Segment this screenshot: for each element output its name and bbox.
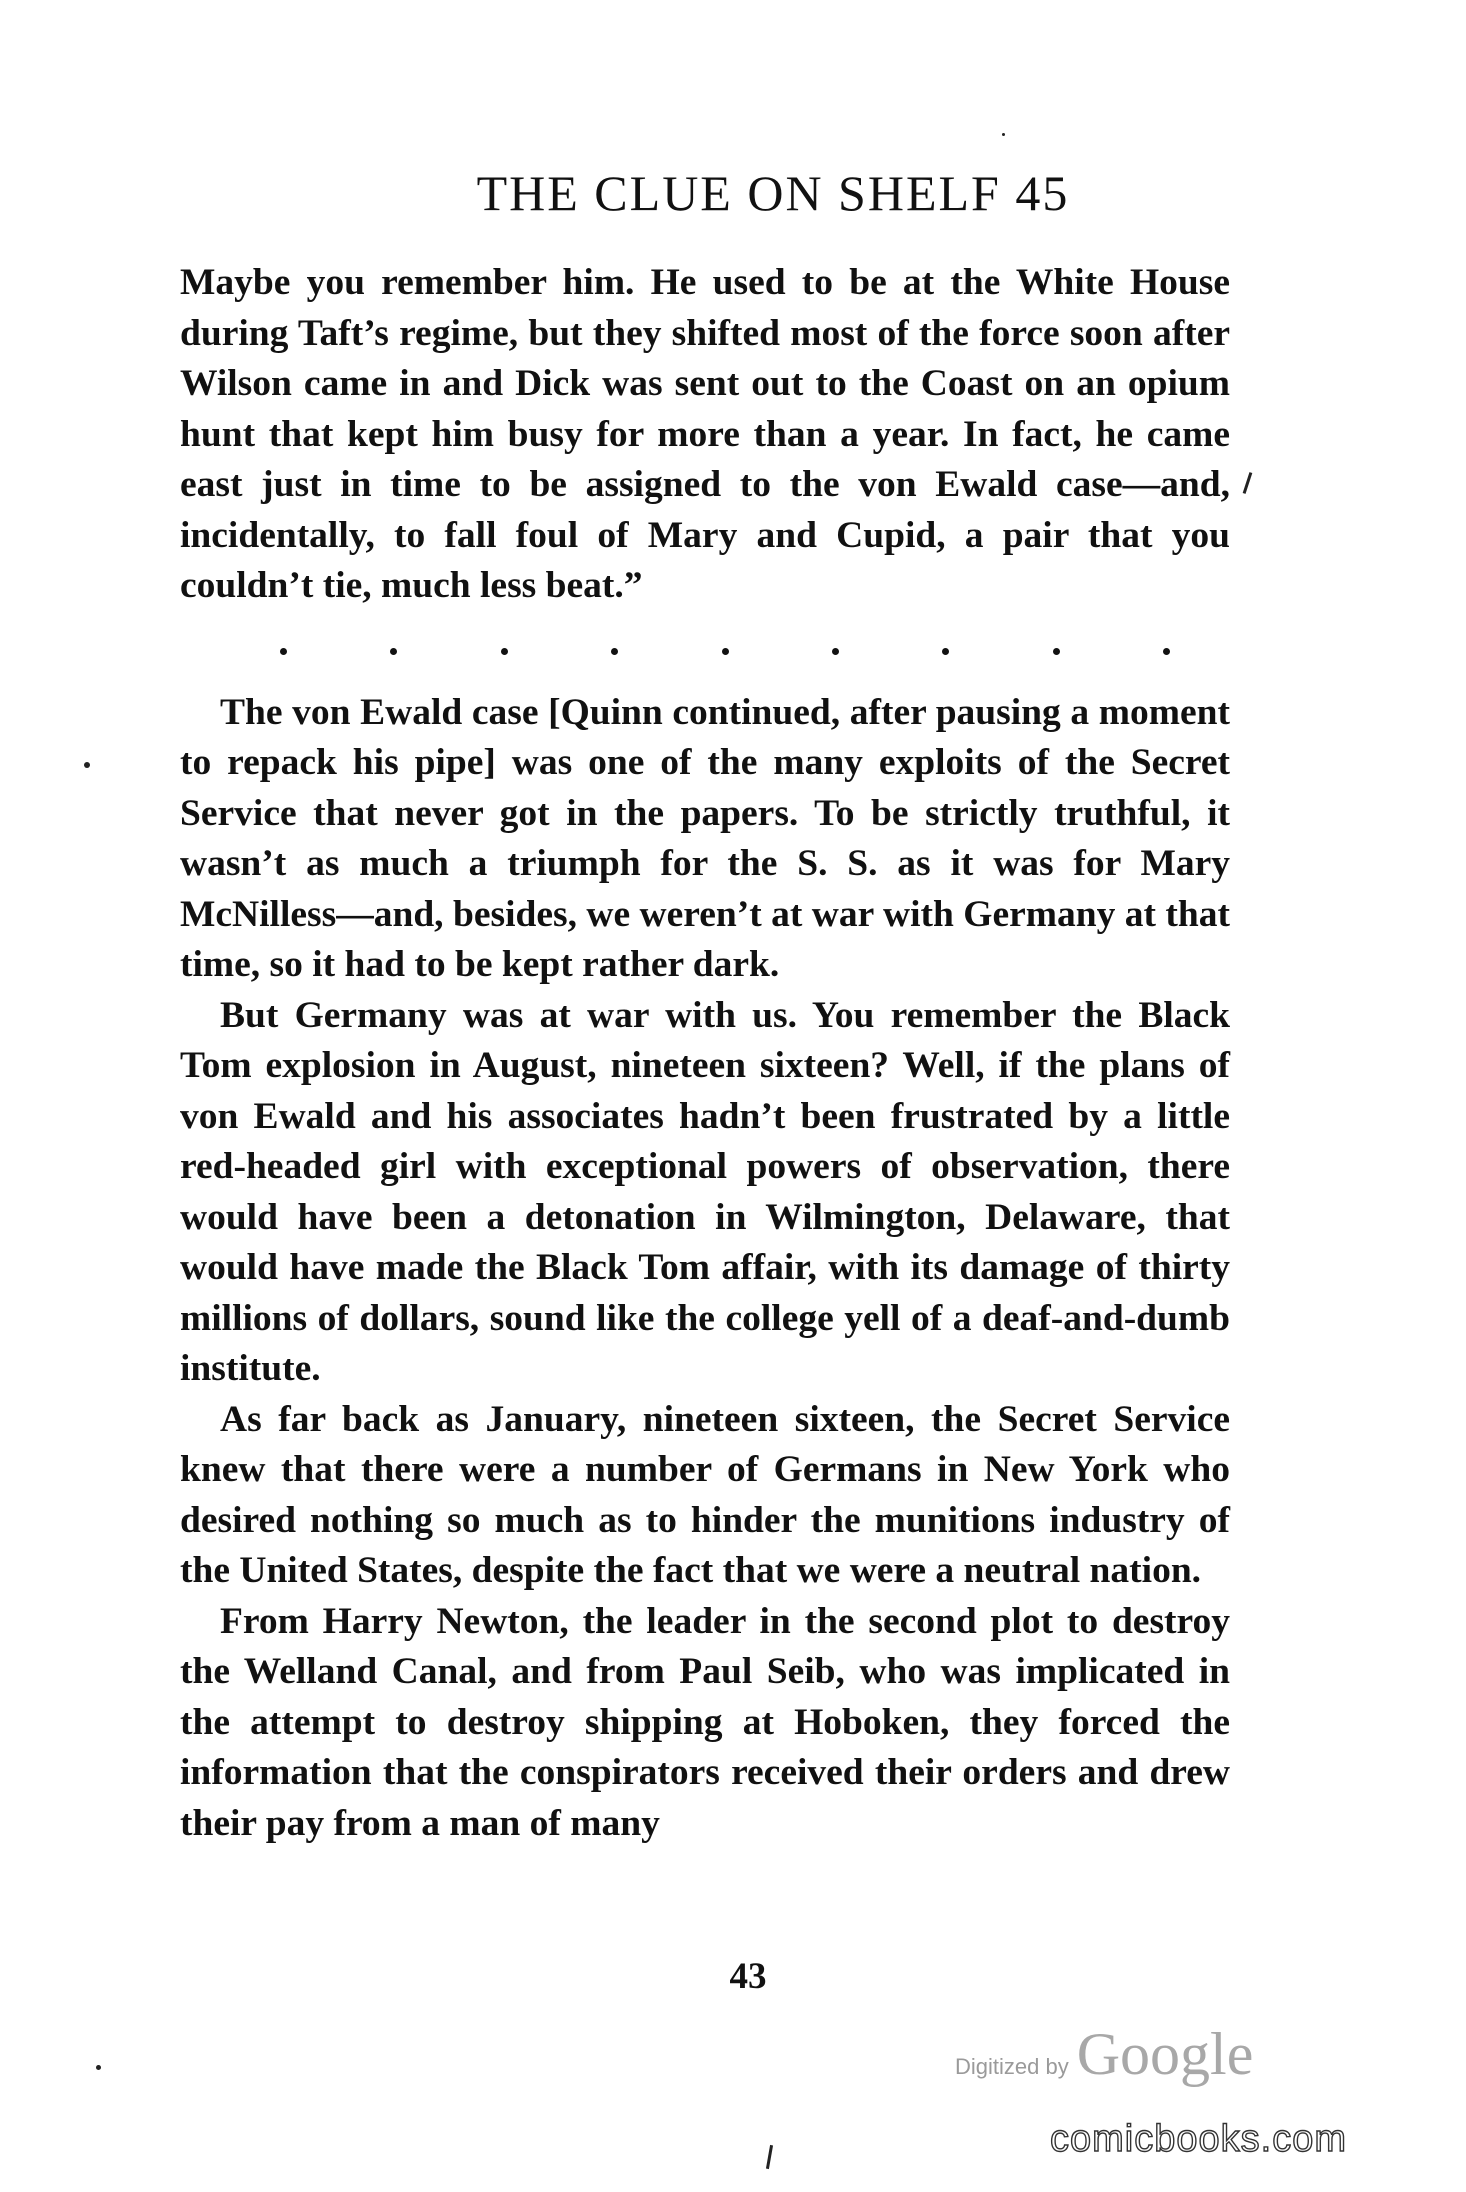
scan-speck [84, 762, 90, 768]
scan-speck [96, 2065, 101, 2070]
section-break-dots [180, 638, 1230, 666]
digitized-prefix: Digitized by [955, 2054, 1069, 2079]
dot [390, 648, 397, 655]
dot [501, 648, 508, 655]
dot [1163, 648, 1170, 655]
paragraph-1: Maybe you remember him. He used to be at the White House during Taft’s regime, but they shifted most of the force soon after Wilson came in and Dick was sent out to the Coast on an opium hunt that kept him busy for more than a year. In fact, he came east just in time to be assigned to the von Ewald case—and, incidentally, to fall foul of Mary and Cupid, a pair that you couldn’t tie, much less beat.” [180, 262, 1230, 606]
watermark: comicbooks.com [1050, 2118, 1347, 2160]
paragraph-2: The von Ewald case [Quinn continued, after pausing a moment to repack his pipe] was one of the many exploits of the Secret Service that never got in the papers. To be strictly truthful, it wasn’t as much a triumph for the S. S. as it was for Mary McNilless—and, besides, we weren’t at war with Germany at that time, so it had to be kept rather dark. [180, 691, 1230, 985]
dot [942, 648, 949, 655]
dot [611, 648, 618, 655]
dot [1053, 648, 1060, 655]
body-text [180, 258, 1230, 1849]
running-head: THE CLUE ON SHELF 45 [476, 165, 1070, 221]
paragraph-4: As far back as January, nineteen sixteen, the Secret Service knew that there were a number of Germans in New York who desired nothing so much as to hinder the munitions industry of the United States, despite the fact that we were a neutral nation. [180, 1398, 1230, 1591]
google-logo: Google [1076, 2021, 1254, 2087]
paragraph-5: From Harry Newton, the leader in the second plot to destroy the Welland Canal, and from Paul Seib, who was implicated in the attempt to destroy shipping at Hoboken, they forced the information that the conspirators received their orders and drew their pay from a man of many [180, 1600, 1230, 1844]
scan-mark [1243, 472, 1253, 494]
scan-mark [766, 2145, 773, 2169]
dot [832, 648, 839, 655]
scan-speck [1002, 133, 1005, 136]
page-number: 43 [729, 1956, 767, 1997]
digitized-by-google-mark [955, 2020, 1253, 2089]
paragraph-3: But Germany was at war with us. You remember the Black Tom explosion in August, nineteen sixteen? Well, if the plans of von Ewald and his associates hadn’t been frustrated by a little red-headed girl with exceptional powers of observation, there would have been a detonation in Wilmington, Delaware, that would have made the Black Tom affair, with its damage of thirty millions of dollars, sound like the college yell of a deaf-and-dumb institute. [180, 994, 1230, 1389]
dot [280, 648, 287, 655]
dot [722, 648, 729, 655]
